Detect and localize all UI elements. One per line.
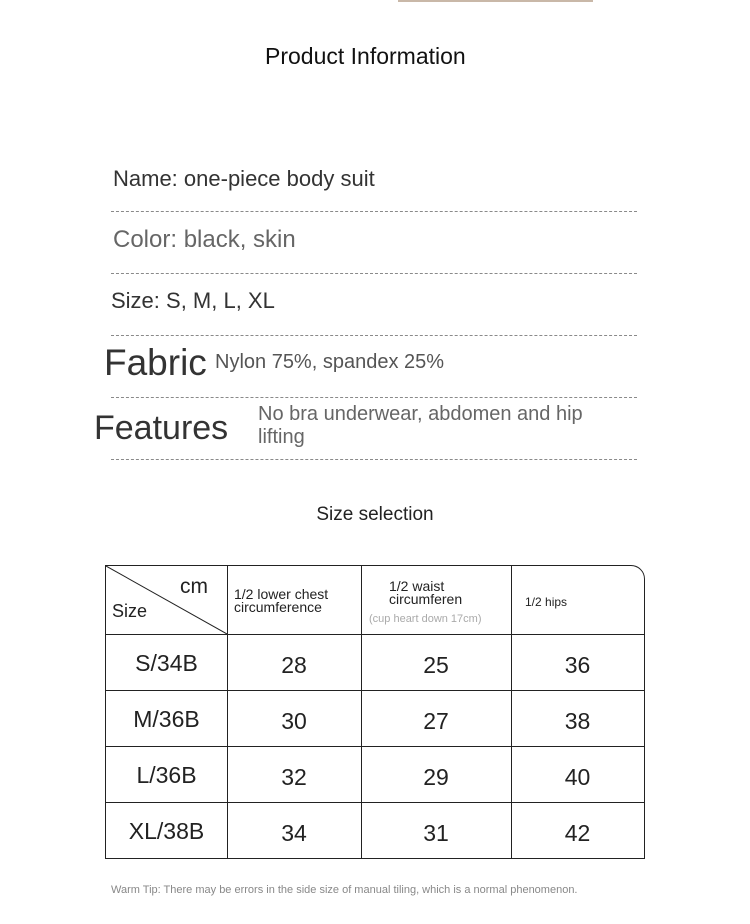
info-row-features [94, 400, 637, 460]
name-text: Name: one-piece body suit [113, 166, 375, 191]
header-waist: 1/2 waist circumferen [389, 578, 463, 607]
info-row-size [111, 284, 637, 336]
size-cell: S/34B [135, 650, 198, 676]
info-row-fabric [104, 340, 637, 398]
chest-cell: 32 [281, 764, 307, 790]
corner-unit: cm [180, 575, 208, 598]
info-row-name [111, 160, 637, 212]
row-divider [106, 802, 644, 803]
size-text: Size: S, M, L, XL [111, 288, 275, 313]
size-selection-title: Size selection [316, 504, 434, 525]
header-chest: 1/2 lower chest circumference [234, 586, 329, 615]
warm-tip: Warm Tip: There may be errors in the side size of manual tiling, which is a normal phenomenon. [111, 884, 578, 896]
page-title: Product Information [265, 43, 466, 69]
fabric-label: Fabric [104, 342, 207, 383]
features-value: No bra underwear, abdomen and hip lifting [258, 403, 583, 448]
corner-diagonal-line [106, 566, 227, 634]
size-cell: M/36B [133, 706, 200, 732]
hips-cell: 38 [564, 708, 591, 734]
size-table [105, 565, 645, 859]
header-waist-note: (cup heart down 17cm) [369, 613, 482, 625]
info-row-color [111, 222, 637, 274]
size-cell: XL/38B [128, 818, 205, 844]
hips-cell: 40 [564, 764, 591, 790]
fabric-value: Nylon 75%, spandex 25% [215, 351, 445, 373]
row-divider [106, 634, 644, 635]
features-label: Features [94, 409, 229, 447]
hips-cell: 42 [564, 820, 591, 846]
top-decorative-strip [398, 0, 593, 2]
header-hips: 1/2 hips [525, 595, 568, 609]
hips-cell: 36 [564, 652, 591, 678]
color-text: Color: black, skin [113, 226, 296, 253]
row-divider [106, 746, 644, 747]
chest-cell: 30 [281, 708, 307, 734]
corner-size-label: Size [112, 601, 148, 621]
waist-cell: 25 [423, 652, 449, 678]
chest-cell: 34 [281, 820, 307, 846]
waist-cell: 31 [423, 820, 449, 846]
size-cell: L/36B [136, 762, 197, 788]
row-divider [106, 690, 644, 691]
chest-cell: 28 [281, 652, 307, 678]
waist-cell: 27 [423, 708, 449, 734]
waist-cell: 29 [423, 764, 449, 790]
